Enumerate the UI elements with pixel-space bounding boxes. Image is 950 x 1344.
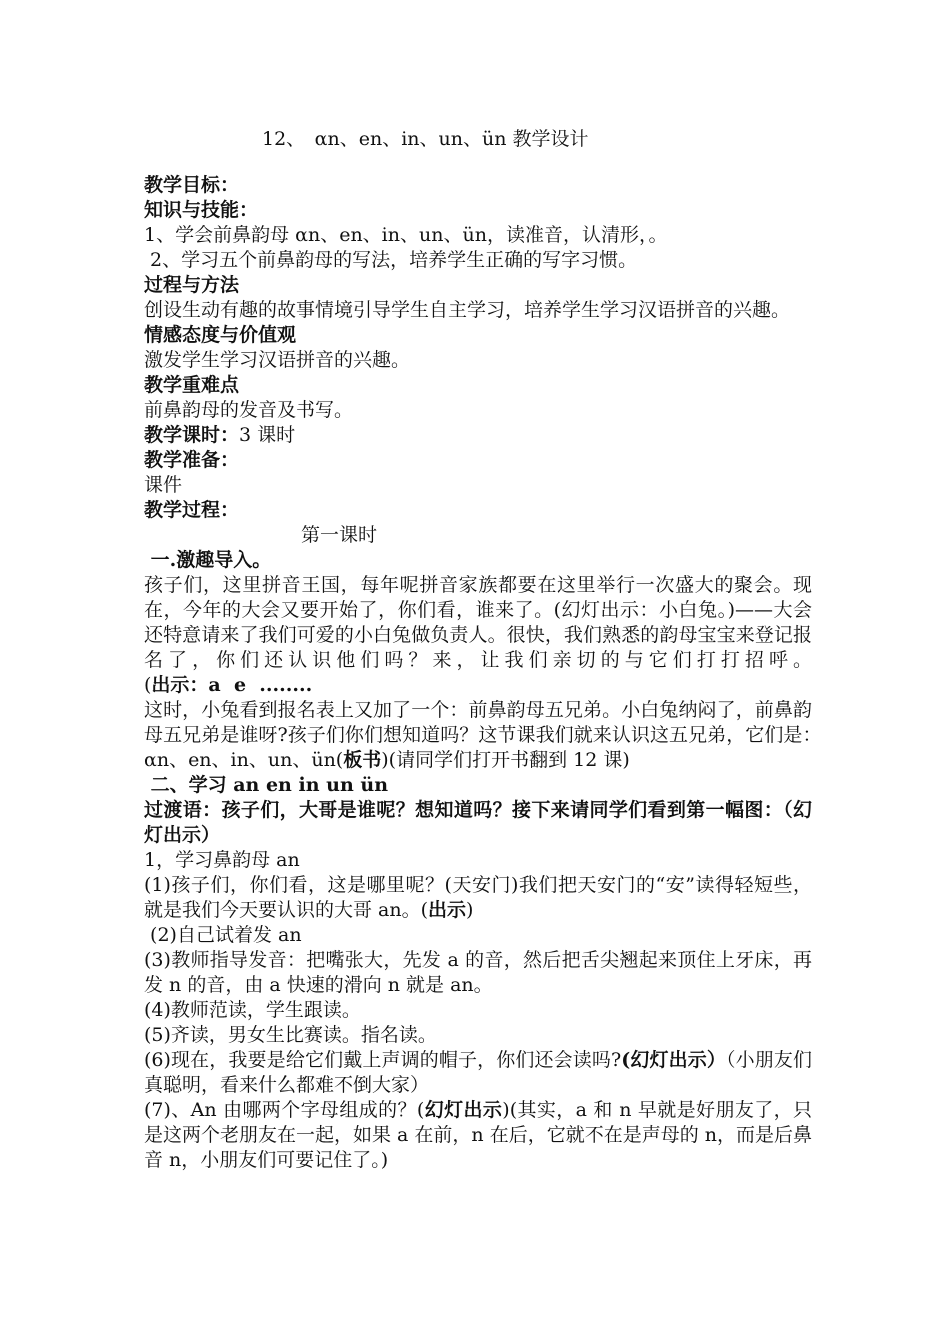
document-body: [144, 173, 832, 1173]
step-1-1: [144, 873, 812, 923]
hours-value: 3 课时: [239, 424, 296, 446]
step-1-6-bold: (幻灯出示）: [621, 1049, 726, 1071]
step-1-1-text-a: (1)孩子们，你们看，这是哪里呢？(天安门)我们把天安门的“安”读得轻短些，就是我们今天要认识的大哥 an。(: [144, 874, 812, 921]
process-heading: 过程与方法: [144, 274, 240, 296]
step-1-2: (2)自己试着发 an: [144, 924, 302, 946]
lesson-one-heading: 第一课时: [301, 524, 378, 546]
story-paragraph: [144, 698, 832, 773]
transition-text: 过渡语：孩子们，大哥是谁呢？想知道吗？接下来请同学们看到第一幅图：（幻灯出示）: [144, 799, 812, 846]
hours-line: [144, 423, 812, 448]
step-1-1-bold: 出示: [428, 899, 467, 921]
step-1-7-bold: 幻灯出示: [424, 1099, 503, 1121]
story-text-a: 这时，小兔看到报名表上又加了一个：前鼻韵母五兄弟。小白兔纳闷了，前鼻韵母五兄弟是谁呀?孩子们你们想知道吗？这节课我们就来认识这五兄弟，它们是： αn、en、in、un、ün(: [144, 699, 832, 771]
key-heading: 教学重难点: [144, 374, 240, 396]
prep-text: 课件: [144, 474, 183, 496]
knowledge-heading: 知识与技能：: [144, 199, 259, 221]
emotion-heading: 情感态度与价值观: [144, 324, 297, 346]
emotion-text: 激发学生学习汉语拼音的兴趣。: [144, 349, 411, 371]
intro-bold: 出示：a e ........: [151, 674, 313, 696]
step-1-6-text-a: (6)现在，我要是给它们戴上声调的帽子，你们还会读吗?: [144, 1049, 622, 1071]
step-1-3: (3)教师指导发音：把嘴张大，先发 a 的音，然后把舌尖翘起来顶住上牙床，再发 n 的音，由 a 快速的滑向 n 就是 an。: [144, 949, 812, 996]
step-1-7: [144, 1098, 812, 1173]
story-text-b: )(请同学们打开书翻到 12 课): [381, 749, 630, 771]
step-1-7-text-a: (7)、An 由哪两个字母组成的？(: [144, 1099, 425, 1121]
knowledge-item-1: 1、学会前鼻韵母 αn、en、in、un、ün，读准音，认清形，。: [144, 224, 668, 246]
knowledge-item-2: 2、学习五个前鼻韵母的写法，培养学生正确的写字习惯。: [144, 249, 638, 271]
step-1-7-text-b: )(其实，a 和 n 早就是好朋友了，只是这两个老朋友在一起，如果 a 在前，n 在后，它就不在是声母的 n，而是后鼻音 n，小朋友们可要记住了。): [144, 1099, 812, 1171]
hours-label: 教学课时：: [144, 424, 240, 446]
step-1-5: (5)齐读，男女生比赛读。指名读。: [144, 1024, 437, 1046]
story-bold: 板书: [343, 749, 382, 771]
section-two-heading: 二、学习 an en in un ün: [144, 774, 389, 796]
step-1-6: [144, 1048, 812, 1098]
step-1-6-text-b: （小朋友们真聪明，看来什么都难不倒大家）: [144, 1049, 812, 1096]
intro-text: 孩子们，这里拼音王国，每年呢拼音家族都要在这里举行一次盛大的聚会。现在，今年的大会又要开始了，你们看，谁来了。(幻灯出示：小白兔。)——大会还特意请来了我们可爱的小白兔做负责人。很快，我们熟悉的韵母宝宝来登记报名了，你们还认识他们吗？来，让我们亲切的与它们打打招呼。(: [144, 574, 812, 696]
goal-heading: 教学目标：: [144, 174, 240, 196]
section-one-heading: 一.激趣导入。: [144, 549, 272, 571]
prep-heading: 教学准备：: [144, 449, 240, 471]
key-text: 前鼻韵母的发音及书写。: [144, 399, 354, 421]
step-1-1-text-b: ): [466, 899, 474, 921]
process-text: 创设生动有趣的故事情境引导学生自主学习，培养学生学习汉语拼音的兴趣。: [144, 299, 791, 321]
document-title: 12、 αn、en、in、un、ün 教学设计: [262, 128, 589, 150]
intro-paragraph: [144, 573, 812, 698]
step-1: 1，学习鼻韵母 an: [144, 849, 300, 871]
step-1-4: (4)教师范读，学生跟读。: [144, 999, 361, 1021]
procedure-heading: 教学过程：: [144, 499, 240, 521]
